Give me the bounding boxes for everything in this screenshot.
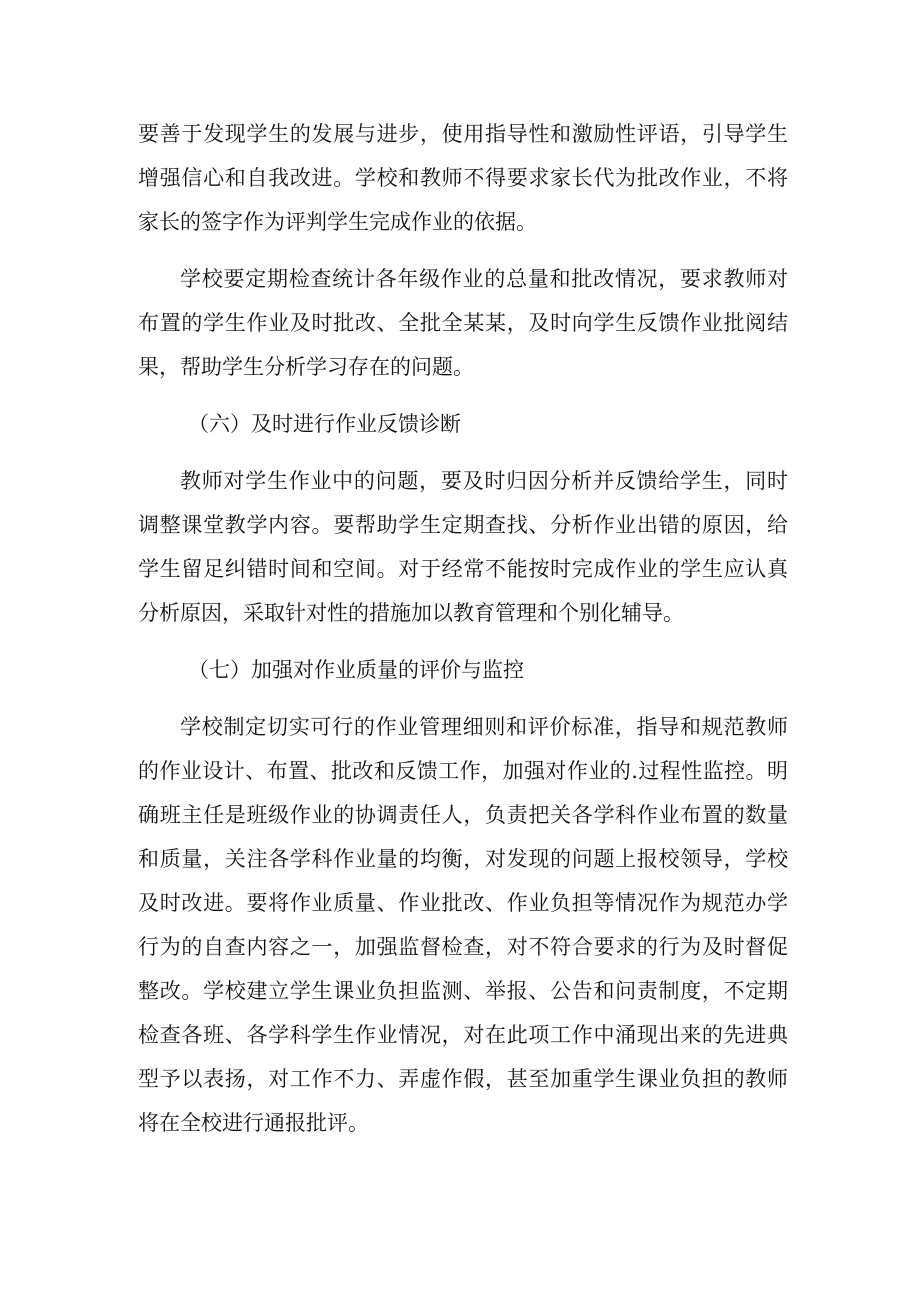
section-heading-6: （六）及时进行作业反馈诊断 xyxy=(188,412,461,436)
section-heading-7: （七）加强对作业质量的评价与监控 xyxy=(188,658,524,682)
paragraph-quality-monitoring: 学校制定切实可行的作业管理细则和评价标准，指导和规范教师的作业设计、布置、批改和反馈工作，加强对作业的.过程性监控。明确班主任是班级作业的协调责任人，负责把关各学科作业布置的数量和质量，关注各学科作业量的均衡，对发现的问题上报校领导，学校及时改进。要将作业质量、作业批改、作业负担等情况作为规范办学行为的自查内容之一，加强监督检查，对不符合要求的行为及时督促整改。学校建立学生课业负担监测、举报、公告和问责制度，不定期检查各班、各学科学生作业情况，对在此项工作中涌现出来的先进典型予以表扬，对工作不力、弄虚作假，甚至加重学生课业负担的教师将在全校进行通报批评。 xyxy=(138,715,788,1135)
paragraph-homework-inspection: 学校要定期检查统计各年级作业的总量和批改情况，要求教师对布置的学生作业及时批改、全批全某某，及时向学生反馈作业批阅结果，帮助学生分析学习存在的问题。 xyxy=(138,267,788,379)
document-body xyxy=(138,112,788,1158)
paragraph-feedback-diagnosis: 教师对学生作业中的问题，要及时归因分析并反馈给学生，同时调整课堂教学内容。要帮助学生定期查找、分析作业出错的原因，给学生留足纠错时间和空间。对于经常不能按时完成作业的学生应认真分析原因，采取针对性的措施加以教育管理和个别化辅导。 xyxy=(138,469,788,625)
paragraph-evaluation-comments: 要善于发现学生的发展与进步，使用指导性和激励性评语，引导学生增强信心和自我改进。学校和教师不得要求家长代为批改作业，不将家长的签字作为评判学生完成作业的依据。 xyxy=(138,122,788,234)
